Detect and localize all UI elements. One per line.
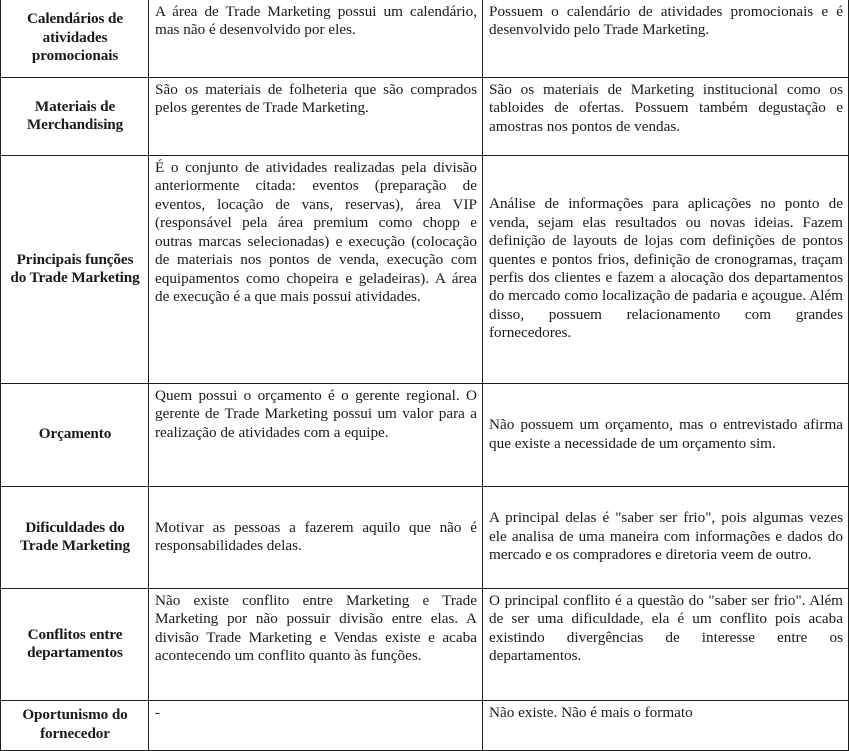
row-company-a-cell: É o conjunto de atividades realizadas pela divisão anteriormente citada: eventos (preparação de eventos, locação de vans, reservas), área VIP (responsável pela área premium como chopp e outras marcas selecionadas) e execução (colocação de materiais nos pontos de venda, execução com equipamentos como chopeira e geladeiras). A área de execução é a que mais possui atividades. (149, 156, 483, 384)
table-row (1, 0, 849, 78)
row-company-b-cell: Não existe. Não é mais o formato (483, 701, 849, 751)
row-company-b-cell: Análise de informações para aplicações no ponto de venda, sejam elas resultados ou novas ideias. Fazem definição de layouts de lojas com definições de pontos quentes e pontos frios, definição de cronogramas, traçam perfis dos clientes e fazem a alocação dos departamentos do mercado como localização de padaria e açougue. Além disso, possuem relacionamento com grandes fornecedores. (483, 156, 849, 384)
row-company-b-cell: A principal delas é "saber ser frio", pois algumas vezes ele analisa de uma maneira com informações e dados do mercado e os compradores e diretoria veem de outro. (483, 487, 849, 589)
table-row (1, 156, 849, 384)
row-company-a-cell: - (149, 701, 483, 751)
row-company-a-cell: Não existe conflito entre Marketing e Trade Marketing por não possuir divisão entre elas. A divisão Trade Marketing e Vendas existe e acaba acontecendo um conflito quanto às funções. (149, 589, 483, 701)
table-row (1, 78, 849, 156)
row-company-b-cell: O principal conflito é a questão do "saber ser frio". Além de ser uma dificuldade, ela é um conflito pois acaba existindo divergências de interesse entre os departamentos. (483, 589, 849, 701)
table-row (1, 487, 849, 589)
row-company-b-cell: São os materiais de Marketing institucional como os tabloides de ofertas. Possuem também degustação e amostras nos pontos de vendas. (483, 78, 849, 156)
row-company-b-cell: Possuem o calendário de atividades promocionais e é desenvolvido pelo Trade Marketing. (483, 0, 849, 78)
table-row (1, 589, 849, 701)
row-company-a-cell: A área de Trade Marketing possui um calendário, mas não é desenvolvido por eles. (149, 0, 483, 78)
row-topic-label: Orçamento (1, 384, 149, 487)
row-topic-label: Principais funções do Trade Marketing (1, 156, 149, 384)
row-topic-label: Calendários de atividades promocionais (1, 0, 149, 78)
row-topic-label: Materiais de Merchandising (1, 78, 149, 156)
row-topic-label: Oportunismo do fornecedor (1, 701, 149, 751)
row-topic-label: Dificuldades do Trade Marketing (1, 487, 149, 589)
row-company-a-cell: Quem possui o orçamento é o gerente regional. O gerente de Trade Marketing possui um valor para a realização de atividades com a equipe. (149, 384, 483, 487)
row-company-a-cell: São os materiais de folheteria que são comprados pelos gerentes de Trade Marketing. (149, 78, 483, 156)
table-row (1, 701, 849, 751)
row-topic-label: Conflitos entre departamentos (1, 589, 149, 701)
row-company-a-cell: Motivar as pessoas a fazerem aquilo que não é responsabilidades delas. (149, 487, 483, 589)
table-row (1, 384, 849, 487)
row-company-b-cell: Não possuem um orçamento, mas o entrevistado afirma que existe a necessidade de um orçamento sim. (483, 384, 849, 487)
table-body (1, 0, 849, 751)
